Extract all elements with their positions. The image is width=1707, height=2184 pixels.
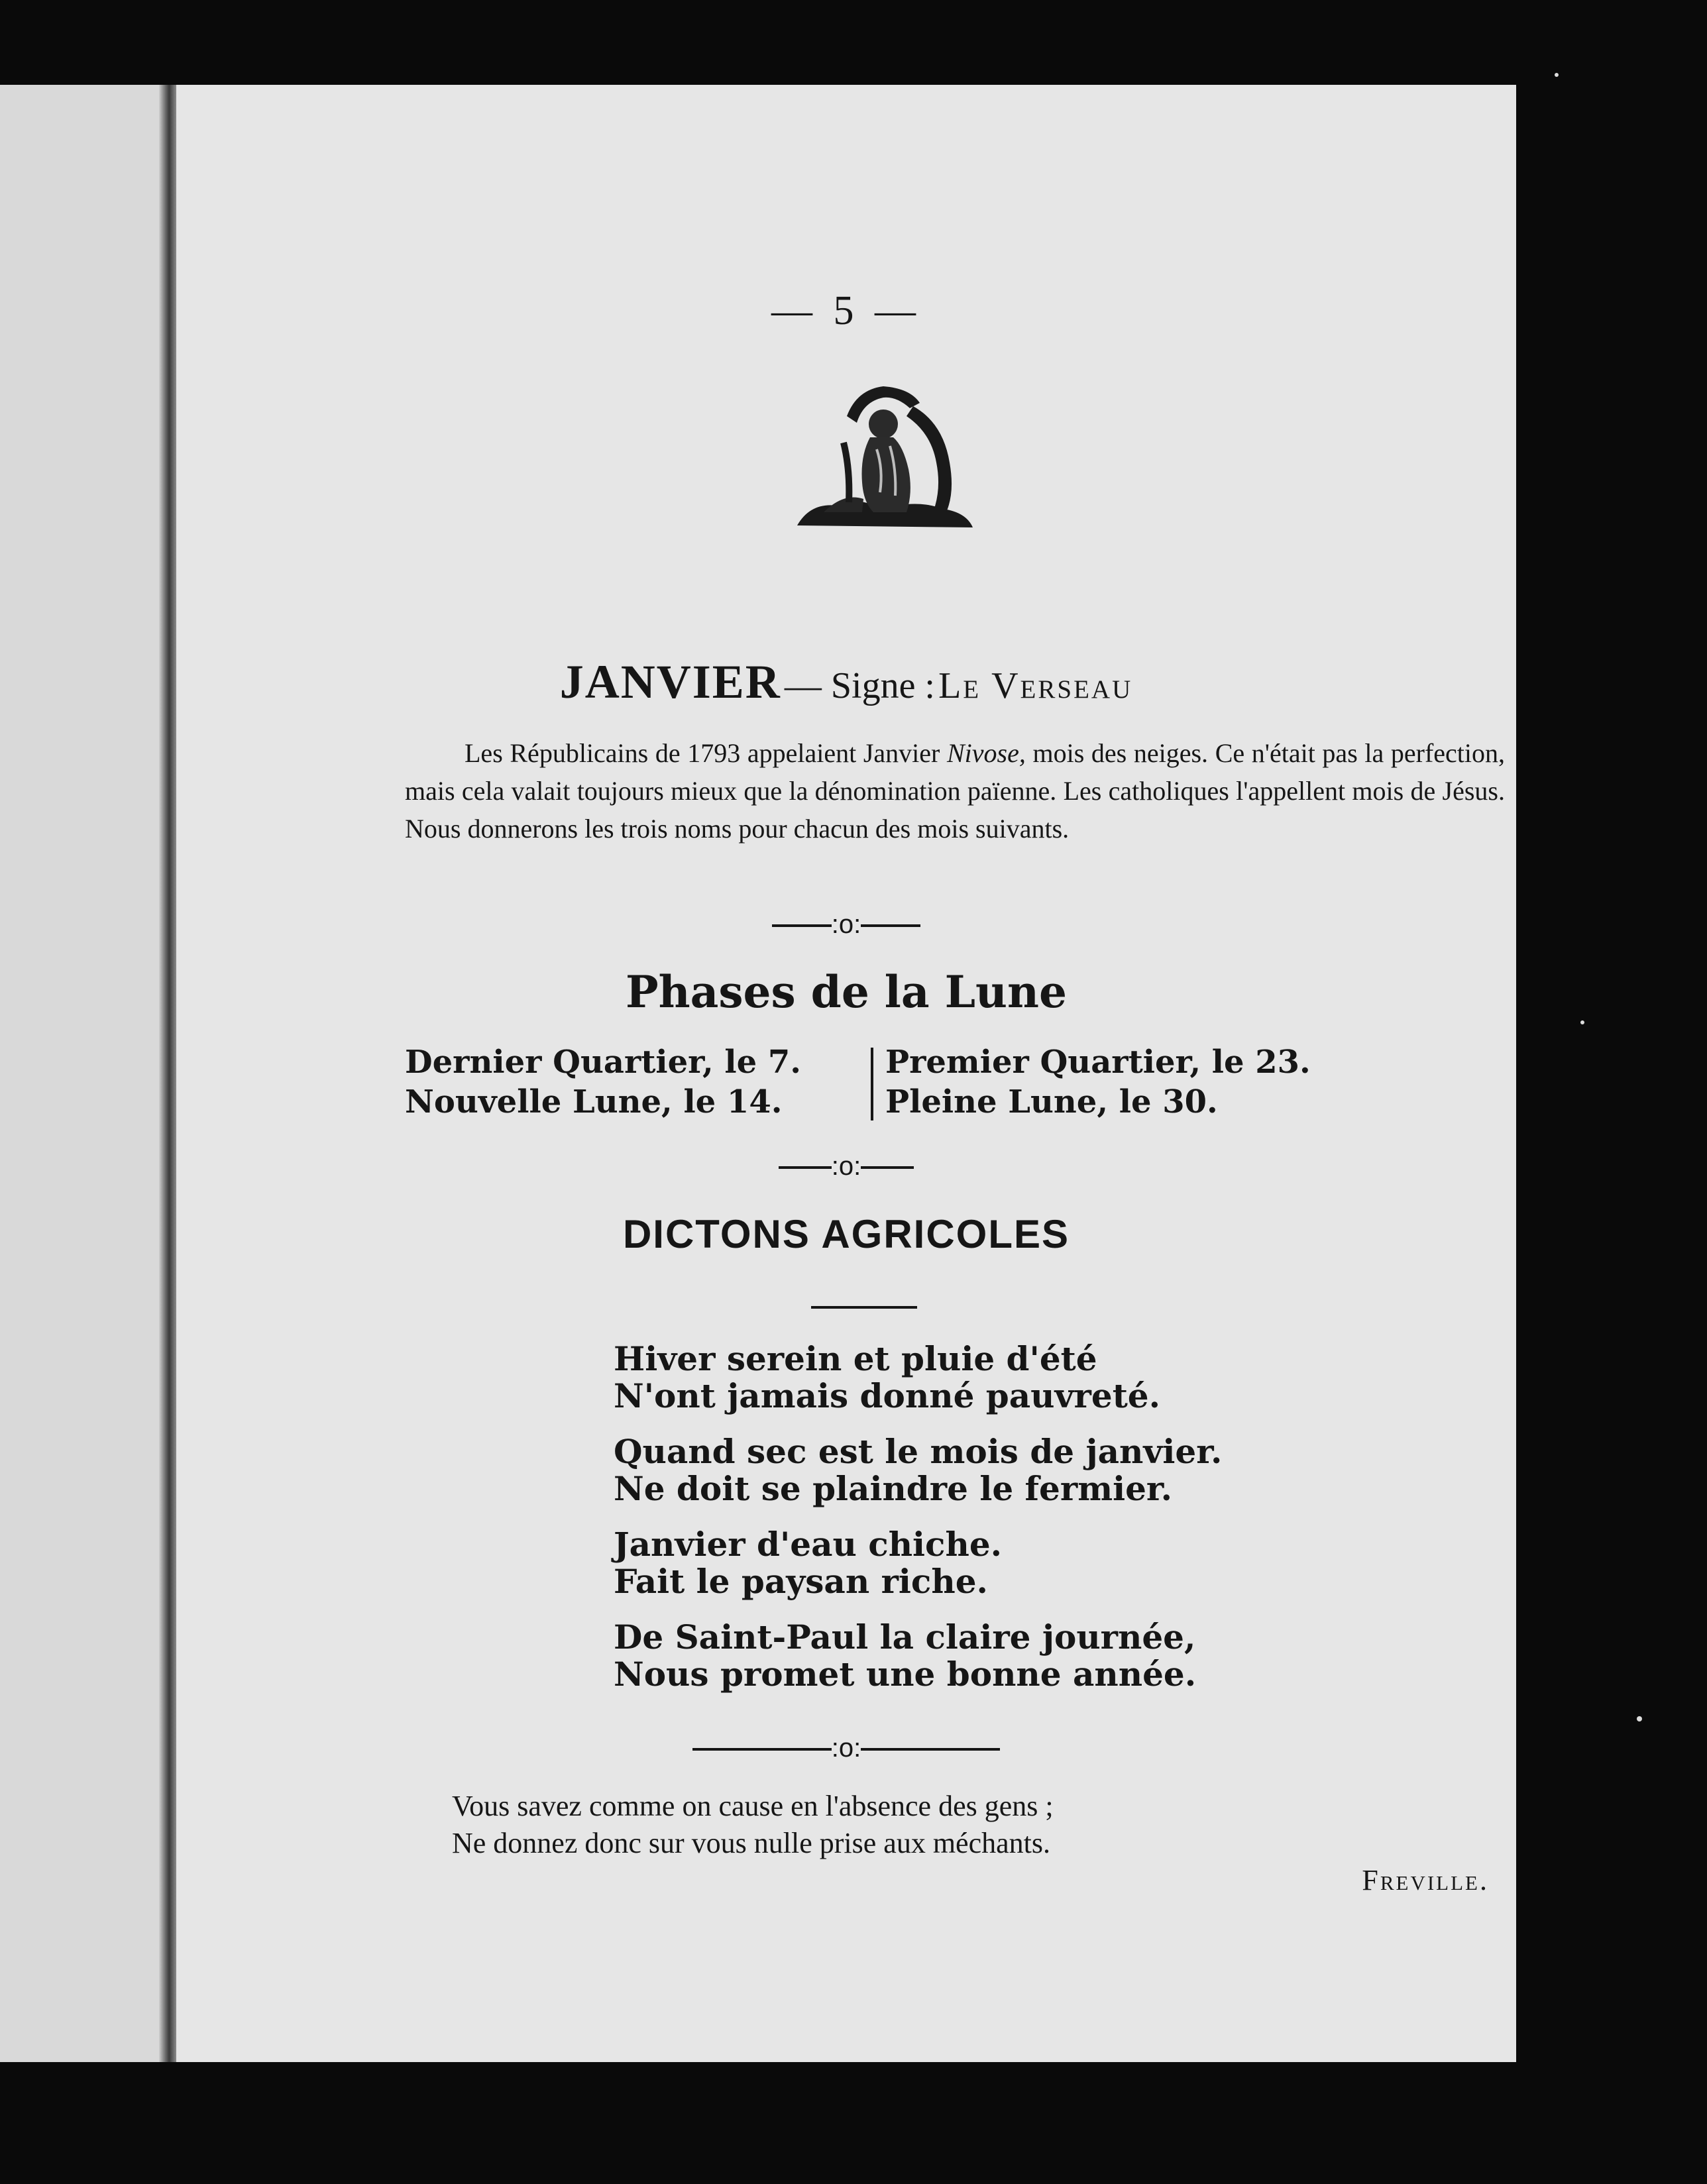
saying-line: N'ont jamais donné pauvreté. [614,1376,1161,1415]
separator-dash [772,924,832,927]
separator-dash [861,1748,1000,1751]
closing-quote [452,1788,1499,1899]
phase-item: Nouvelle Lune, le 14. [405,1083,783,1120]
intro-italic-word: Nivose, [947,738,1026,768]
book-page [176,85,1516,2062]
saying [614,1433,1475,1507]
sayings-list [614,1340,1475,1712]
month-name: JANVIER [559,655,781,708]
separator-3 [176,1733,1516,1763]
film-speck [1637,1716,1642,1721]
separator-dash [779,1166,832,1169]
saying-line: Hiver serein et pluie d'été [614,1339,1097,1378]
saying-line: Quand sec est le mois de janvier. [614,1432,1223,1471]
saying-line: De Saint-Paul la claire journée, [614,1617,1196,1657]
separator-mark: :o: [831,1152,861,1181]
separator-mark: :o: [831,910,861,939]
separator-dash [861,1166,914,1169]
separator-dash [692,1748,832,1751]
separator-1 [176,910,1516,940]
saying [614,1340,1475,1415]
saying-line: Ne doit se plaindre le fermier. [614,1469,1173,1508]
signe-label: — Signe : [784,665,935,706]
phase-divider [871,1048,873,1120]
phases-heading: Phases de la Lune [626,966,1067,1018]
aquarius-water-bearer-icon [784,376,983,542]
quote-author: Freville. [1362,1864,1489,1896]
page-number: — 5 — [771,288,921,333]
intro-paragraph [405,734,1505,847]
separator-dash [861,924,920,927]
phases-right-column [885,1042,1311,1122]
saying [614,1526,1475,1600]
quote-line: Ne donnez donc sur vous nulle prise aux méchants. [452,1827,1050,1859]
dictons-heading: DICTONS AGRICOLES [622,1212,1070,1256]
phase-item: Dernier Quartier, le 7. [405,1044,801,1081]
intro-text-end: mois des neiges. Ce n'était pas la perfection, mais cela valait toujours mieux que la dénomination païenne. Les catholiques l'appellent mois de Jésus. Nous donnerons les trois noms pour chacun des mois suivants. [405,738,1506,844]
phase-item: Pleine Lune, le 30. [885,1083,1218,1120]
month-title [176,655,1516,710]
short-rule [811,1306,917,1309]
saying-line: Nous promet une bonne année. [614,1655,1197,1694]
left-page-edge [0,85,171,2062]
quote-line: Vous savez comme on cause en l'absence des gens ; [452,1790,1054,1822]
book-gutter [159,85,178,2062]
film-speck [1580,1020,1584,1024]
intro-text-start: Les Républicains de 1793 appelaient Janvier [465,738,947,768]
saying [614,1619,1475,1693]
saying-line: Fait le paysan riche. [614,1562,988,1601]
separator-2 [176,1152,1516,1181]
saying-line: Janvier d'eau chiche. [614,1525,1003,1564]
phase-item: Premier Quartier, le 23. [885,1044,1311,1081]
zodiac-sign: Le Verseau [938,665,1133,706]
separator-mark: :o: [831,1733,861,1763]
film-speck [1555,73,1559,77]
phases-left-column [405,1042,801,1122]
